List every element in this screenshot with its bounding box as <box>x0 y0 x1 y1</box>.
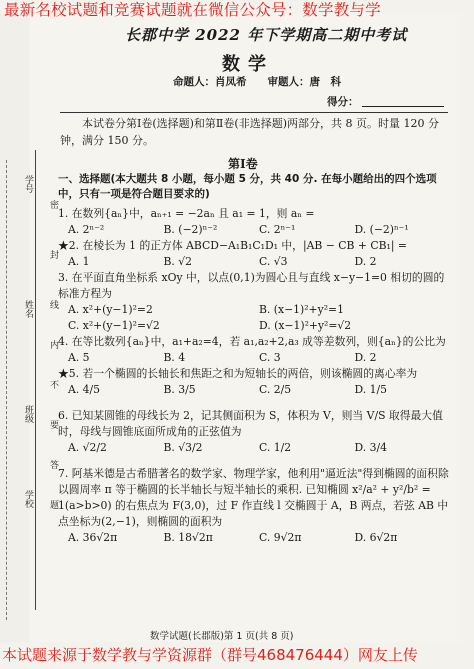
option-row <box>68 350 450 366</box>
option-b: B. (x−1)²+y²=1 <box>259 303 344 316</box>
option-d: D. (−2)ⁿ⁻¹ <box>354 223 409 236</box>
option-c: C. √3 <box>259 255 288 268</box>
option-d: D. 1/5 <box>354 383 388 396</box>
seal-char: 答 <box>48 460 58 469</box>
option-a: A. 4/5 <box>68 383 101 396</box>
option-a: A. 5 <box>68 351 90 364</box>
section-heading: 一、选择题(本大题共 8 小题，每小题 5 分，共 40 分. 在每小题给出的四个选项中，只有一项是符合题目要求的) <box>58 173 437 200</box>
question-5 <box>58 366 450 398</box>
question-7 <box>58 466 450 546</box>
question-stem: 1. 在数列{aₙ}中，aₙ₊₁ = −2aₙ 且 a₁ = 1，则 aₙ = <box>58 207 315 220</box>
option-a: A. 1 <box>68 255 90 268</box>
sidebar-label-student-id: 学号 <box>23 175 33 193</box>
option-b: B. √2 <box>163 255 193 268</box>
exam-title: 长郡中学 2022 年下学期高二期中考试 <box>125 26 408 44</box>
option-a: A. 2ⁿ⁻² <box>68 223 105 236</box>
seal-char: 封 <box>48 250 58 259</box>
question-stem: 4. 在等比数列{aₙ}中，a₁+a₂=4，若 a₁,a₂+2,a₃ 成等差数列，则{aₙ}的公比为 <box>58 335 446 348</box>
question-stem: ★5. 若一个椭圆的长轴长和焦距之和为短轴长的两倍，则该椭圆的离心率为 <box>58 367 418 380</box>
question-stem: 6. 已知某圆锥的母线长为 2，记其侧面积为 S，体积为 V，则当 V/S 取得最大值时，母线与圆锥底面所成角的正弦值为 <box>58 409 443 438</box>
sidebar-label-name: 姓名 <box>23 300 33 318</box>
option-row <box>68 530 450 546</box>
option-d: D. 2 <box>354 255 377 268</box>
exam-instructions: 本试卷分第Ⅰ卷(选择题)和第Ⅱ卷(非选择题)两部分，共 8 页。时量 120 分钟，满分 150 分。 <box>60 117 439 147</box>
question-stem: 3. 在平面直角坐标系 xOy 中，以点(0,1)为圆心且与直线 x−y−1=0 相切的圆的标准方程为 <box>58 271 445 300</box>
seal-char: 题 <box>48 500 58 509</box>
option-b: B. 18√2π <box>163 531 213 544</box>
option-c: C. x²+(y−1)²=√2 <box>68 319 160 332</box>
option-c: C. 9√2π <box>259 531 302 544</box>
sidebar-label-school: 学校 <box>23 490 33 508</box>
option-a: A. 36√2π <box>68 531 118 544</box>
score-label: 得分： <box>327 96 359 108</box>
option-d: D. 3/4 <box>354 441 388 454</box>
seal-char: 线 <box>48 300 58 309</box>
option-row <box>68 254 450 270</box>
option-row <box>68 382 450 398</box>
authors-line: 命题人：肖凤希 审题人：唐 科 <box>173 76 341 88</box>
option-c: C. 2/5 <box>259 383 292 396</box>
seal-char: 密 <box>48 200 58 209</box>
seal-char: 内 <box>48 340 58 349</box>
top-watermark-banner: 最新名校试题和竞赛试题就在微信公众号：数学教与学 <box>4 1 381 19</box>
question-6 <box>58 408 450 456</box>
binding-solid-line <box>35 150 36 610</box>
question-3 <box>58 270 450 334</box>
option-c: C. 3 <box>259 351 281 364</box>
bottom-watermark-banner: 本试题来源于数学教与学资源群（群号468476444）网友上传 <box>2 646 418 664</box>
option-row <box>68 302 450 318</box>
option-row <box>68 318 450 334</box>
option-c: C. 1/2 <box>259 441 292 454</box>
option-a: A. √2/2 <box>68 441 107 454</box>
option-c: C. 2ⁿ⁻¹ <box>259 223 296 236</box>
sidebar-label-class: 班级 <box>23 405 33 423</box>
page-footer: 数学试题(长郡版)第 1 页(共 8 页) <box>150 631 294 642</box>
question-stem: 7. 阿基米德是古希腊著名的数学家、物理学家，他利用"逼近法"得到椭圆的面积除以圆周率 π 等于椭圆的长半轴长与短半轴长的乘积. 已知椭圆 x²/a² + y²/b² = 1(a>b>0) 的右焦点为 F(3,0)，过 F 作直线 l 交椭圆于 A，B 两点，若弦 AB 中点坐标为(2,−1)，则椭圆的面积为 <box>58 467 449 528</box>
binding-strip <box>0 14 30 642</box>
seal-char: 要 <box>48 420 58 429</box>
binding-dashed-line <box>6 160 8 620</box>
option-b: B. (−2)ⁿ⁻² <box>163 223 218 236</box>
volume-title: 第Ⅰ卷 <box>228 157 258 171</box>
question-1 <box>58 206 450 238</box>
question-4 <box>58 334 450 366</box>
question-area <box>58 172 450 546</box>
option-d: D. (x−1)²+y²=√2 <box>259 319 352 332</box>
option-row <box>68 440 450 456</box>
option-row <box>68 222 450 238</box>
question-2 <box>58 238 450 270</box>
subject-title: 数学 <box>222 54 274 75</box>
option-b: B. 3/5 <box>163 383 196 396</box>
question-stem: ★2. 在棱长为 1 的正方体 ABCD−A₁B₁C₁D₁ 中，|AB − CB + CB₁| = <box>58 239 407 252</box>
seal-char: 不 <box>48 380 58 389</box>
option-d: D. 2 <box>354 351 377 364</box>
score-blank <box>362 106 444 107</box>
option-b: B. 4 <box>163 351 186 364</box>
option-a: A. x²+(y−1)²=2 <box>68 303 153 316</box>
header-rule <box>60 112 448 113</box>
option-b: B. √3/2 <box>163 441 203 454</box>
option-d: D. 6√2π <box>354 531 398 544</box>
